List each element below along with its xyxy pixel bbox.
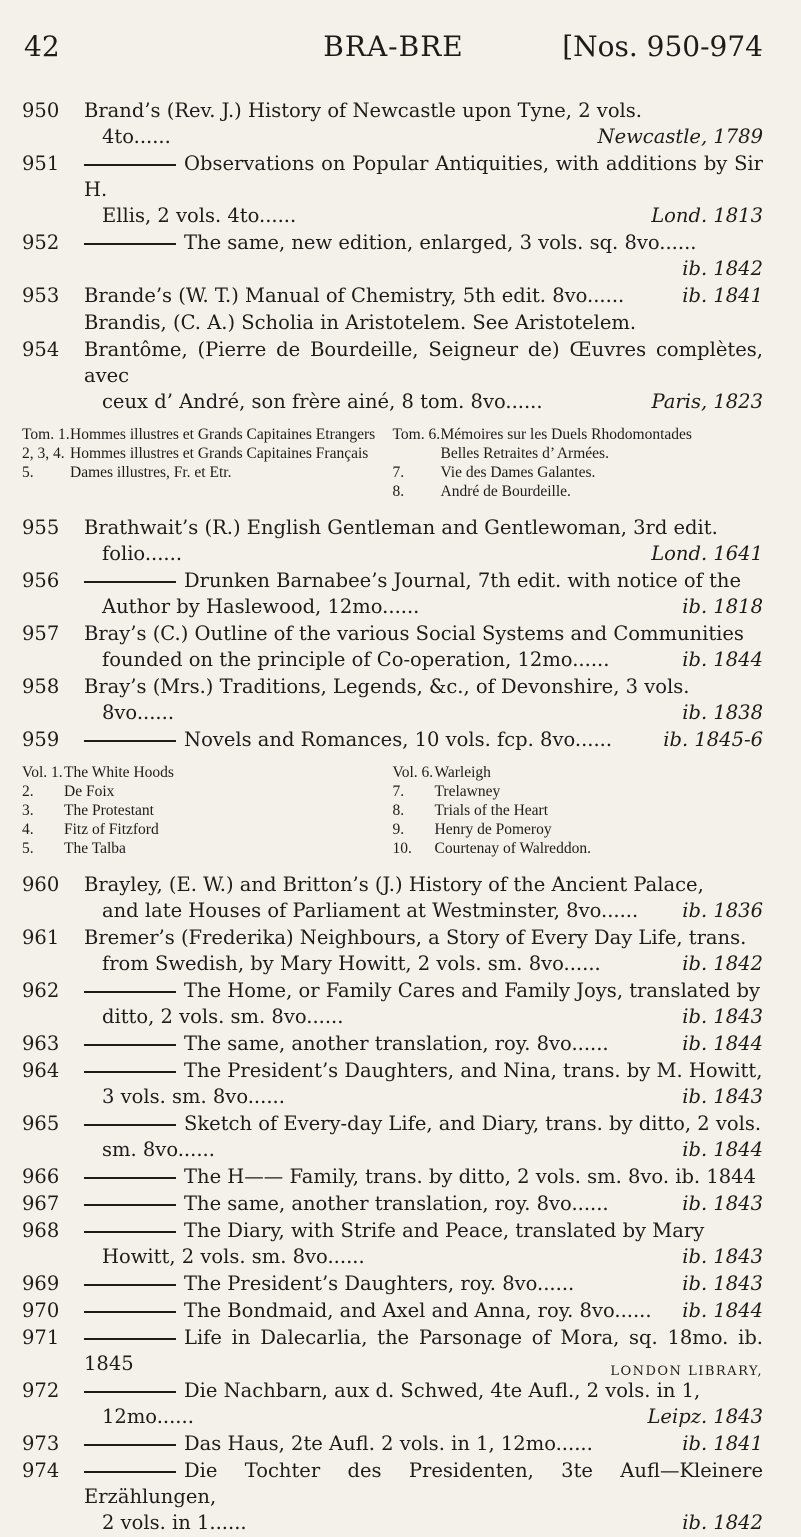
entry-line-text: Brathwait’s (R.) English Gentleman and Gentlewoman, 3rd edit. [84, 516, 718, 539]
contents-item [22, 425, 393, 444]
catalogue-entry [22, 1431, 763, 1457]
contents-item [22, 444, 393, 463]
entry-imprint: ib. 1844 [682, 648, 763, 671]
entry-text [84, 1058, 763, 1110]
entry-line-text: from Swedish, by Mary Howitt, 2 vols. sm. 8vo [102, 952, 564, 975]
catalogue-entry [22, 1298, 763, 1324]
leader-dots: ...... [259, 204, 297, 227]
entry-number: 955 [22, 516, 60, 539]
entry-imprint: ib. 1838 [682, 701, 763, 724]
entry-line-text: Drunken Barnabee’s Journal, 7th edit. with notice of the [184, 569, 742, 592]
entry-line-text: Bray’s (C.) Outline of the various Social Systems and Communities [84, 622, 744, 645]
entry-line-text: Sketch of Every-day Life, and Diary, trans. by ditto, 2 vols. [184, 1112, 762, 1135]
entries-group-c [22, 872, 763, 1536]
catalogue-entry [22, 151, 763, 229]
catalogue-entry [22, 1458, 763, 1536]
entry-line [84, 1137, 763, 1163]
item-title: Courtenay of Walreddon. [434, 840, 591, 857]
catalogue-entry [22, 1271, 763, 1297]
entry-number: 953 [22, 284, 60, 307]
entry-line-text: Die Nachbarn, aux d. Schwed, 4te Aufl., 2 vols. in 1, [184, 1379, 701, 1402]
ditto-rule [84, 1044, 176, 1046]
entry-number: 964 [22, 1059, 60, 1082]
entry-line-text: Novels and Romances, 10 vols. fcp. 8vo [184, 728, 575, 751]
entry-imprint: Paris, 1823 [651, 390, 763, 413]
entry-number: 968 [22, 1219, 60, 1242]
item-title: Trials of the Heart [434, 802, 549, 819]
contents-item [393, 482, 764, 501]
entry-line-text: Das Haus, 2te Aufl. 2 vols. in 1, 12mo [184, 1432, 556, 1455]
leader-dots: ...... [614, 1299, 652, 1322]
entry-number: 956 [22, 569, 60, 592]
catalogue-entry [22, 978, 763, 1030]
item-title: Mémoires sur les Duels Rhodomontades [440, 426, 692, 443]
entry-line [84, 310, 763, 336]
entry-line [84, 1378, 763, 1404]
ditto-rule [84, 164, 176, 166]
entry-number: 972 [22, 1379, 60, 1402]
entry-line [84, 515, 763, 541]
item-label: 9. [392, 821, 405, 838]
contents-item [393, 820, 764, 839]
entry-text [84, 1378, 763, 1430]
entry-number: 962 [22, 979, 60, 1002]
entry-line [84, 700, 763, 726]
catalogue-entry [22, 621, 763, 673]
entry-line [84, 389, 763, 415]
entry-number: 965 [22, 1112, 60, 1135]
item-title: The White Hoods [64, 764, 174, 781]
item-label: Vol. 1. [22, 764, 63, 781]
entry-imprint: ib. 1844 [682, 1138, 763, 1161]
item-label: Tom. 6. [392, 426, 441, 443]
entry-line-text: 4to [102, 125, 134, 148]
entry-line-text: Bray’s (Mrs.) Traditions, Legends, &c., of Devonshire, 3 vols. [84, 675, 690, 698]
entry-line-text: 12mo [102, 1405, 157, 1428]
contents-item [393, 801, 764, 820]
catalogue-entry [22, 727, 763, 753]
leader-dots: ...... [177, 1138, 215, 1161]
item-label: 3. [22, 802, 34, 819]
entry-line-text: The Diary, with Strife and Peace, translated by Mary [184, 1219, 705, 1242]
entry-line [84, 124, 763, 150]
entry-text [84, 727, 763, 753]
leader-dots: ...... [156, 1405, 194, 1428]
entry-line-text: and late Houses of Parliament at Westminster, 8vo [102, 899, 601, 922]
entry-line-text: The Home, or Family Cares and Family Joys, translated by [184, 979, 760, 1002]
volume-list-left [22, 763, 393, 858]
item-label: 8. [392, 802, 405, 819]
entry-text [84, 283, 763, 309]
leader-dots: ...... [144, 542, 183, 565]
leader-dots: ...... [327, 1245, 365, 1268]
entry-imprint: ib. 1842 [682, 1511, 763, 1534]
entry-text [84, 1458, 763, 1536]
catalogue-entry [22, 674, 763, 726]
entry-imprint: ib. 1844 [682, 1032, 763, 1055]
contents-item [393, 839, 764, 858]
entry-number: 961 [22, 926, 60, 949]
entry-line-text: 8vo [102, 701, 137, 724]
item-label: 7. [392, 464, 405, 481]
entry-line [84, 1298, 763, 1324]
entry-number: 973 [22, 1432, 60, 1455]
item-title: Dames illustres, Fr. et Etr. [70, 464, 232, 481]
entry-line-text: The President’s Daughters, and Nina, trans. by M. Howitt, [184, 1059, 763, 1082]
page-number: 42 [24, 30, 60, 63]
catalogue-entry [22, 1111, 763, 1163]
entry-line-text: The Bondmaid, and Axel and Anna, roy. 8vo [184, 1299, 615, 1322]
running-title: BRA-BRE [323, 30, 464, 63]
entry-line [84, 1004, 763, 1030]
leader-dots: ...... [574, 728, 613, 751]
item-title: Vie des Dames Galantes. [440, 464, 596, 481]
entry-line [84, 898, 763, 924]
catalogue-entry [22, 515, 763, 567]
ditto-rule [84, 1204, 176, 1206]
entry-line-text: Ellis, 2 vols. 4to [102, 204, 259, 227]
catalogue-entry [22, 1164, 763, 1190]
catalogue-entry [22, 310, 763, 336]
entry-line [84, 230, 763, 280]
leader-dots: ...... [133, 125, 171, 148]
contents-item [393, 444, 764, 463]
entry-number: 966 [22, 1165, 60, 1188]
entry-number: 950 [22, 99, 60, 122]
entry-imprint: ib. 1836 [682, 899, 763, 922]
leader-dots: ...... [209, 1511, 247, 1534]
entry-text [84, 1164, 763, 1190]
entry-imprint: ib. 1844 [682, 1299, 763, 1322]
catalogue-entry [22, 1378, 763, 1430]
tome-contents [22, 425, 763, 501]
leader-dots: ...... [587, 284, 625, 307]
entry-text [84, 1271, 763, 1297]
ditto-rule [84, 581, 176, 583]
entry-line [84, 1404, 763, 1430]
item-label: 2. [22, 783, 34, 800]
item-title: Warleigh [434, 764, 491, 781]
entry-line [84, 1111, 763, 1137]
entry-imprint: ib. 1843 [682, 1085, 763, 1108]
entry-line [84, 1271, 763, 1297]
item-title: Hommes illustres et Grands Capitaines Etrangers [70, 426, 376, 443]
ditto-rule [84, 1071, 176, 1073]
entry-text [84, 1431, 763, 1457]
entry-line [84, 621, 763, 647]
entry-line-text: The same, new edition, enlarged, 3 vols. sq. 8vo [184, 231, 660, 254]
contents-item [393, 782, 764, 801]
catalogue-entry [22, 925, 763, 977]
entry-number: 958 [22, 675, 60, 698]
entry-imprint: ib. 1843 [682, 1272, 763, 1295]
entry-line [84, 1458, 763, 1510]
entry-line-text: Observations on Popular Antiquities, with additions by Sir H. [84, 152, 763, 201]
entry-number: 963 [22, 1032, 60, 1055]
entry-imprint: ib. 1843 [682, 1192, 763, 1215]
item-title: The Talba [64, 840, 126, 857]
entry-line-text: The same, another translation, roy. 8vo [184, 1032, 572, 1055]
item-title: Henry de Pomeroy [434, 821, 552, 838]
entry-imprint: ib. 1842 [682, 257, 763, 280]
page-header [24, 30, 763, 64]
entry-line [84, 568, 763, 594]
leader-dots: ...... [537, 1272, 575, 1295]
item-label: 8. [392, 483, 405, 500]
entry-text [84, 568, 763, 620]
entry-text [84, 1031, 763, 1057]
entry-text [84, 151, 763, 229]
entry-line-text: sm. 8vo [102, 1138, 178, 1161]
ditto-rule [84, 1311, 176, 1313]
ditto-rule [84, 1124, 176, 1126]
contents-item [393, 463, 764, 482]
entry-line [84, 594, 763, 620]
item-label: 5. [22, 464, 34, 481]
entry-line-text: founded on the principle of Co-operation, 12mo [102, 648, 573, 671]
entry-line [84, 1084, 763, 1110]
entry-line-text: Brayley, (E. W.) and Britton’s (J.) History of the Ancient Palace, [84, 873, 704, 896]
contents-item [393, 425, 764, 444]
item-title: Fitz of Fitzford [64, 821, 159, 838]
entry-line [84, 1510, 763, 1536]
entry-text [84, 978, 763, 1030]
entry-imprint: Newcastle, 1789 [597, 125, 763, 148]
ditto-rule [84, 1231, 176, 1233]
entry-line [84, 978, 763, 1004]
entry-line [84, 151, 763, 203]
entry-number: 974 [22, 1459, 60, 1482]
item-label: Tom. 1. [22, 426, 70, 443]
contents-item [22, 763, 393, 782]
entry-line [84, 541, 763, 567]
entry-line-text: Brande’s (W. T.) Manual of Chemistry, 5th edit. 8vo [84, 284, 588, 307]
entry-line [84, 1218, 763, 1244]
entry-number: 952 [22, 231, 60, 254]
entry-text [84, 674, 763, 726]
ditto-rule [84, 1444, 176, 1446]
leader-dots: ...... [572, 648, 610, 671]
entry-imprint: Lond. 1641 [651, 542, 763, 565]
entry-number: 971 [22, 1326, 60, 1349]
leader-dots: ...... [247, 1085, 285, 1108]
leader-dots: ...... [571, 1192, 609, 1215]
ditto-rule [84, 1391, 176, 1393]
entry-line-text: Author by Haslewood, 12mo [102, 595, 383, 618]
entry-line-text: The President’s Daughters, roy. 8vo [184, 1272, 538, 1295]
entry-line-text: Howitt, 2 vols. sm. 8vo [102, 1245, 328, 1268]
entry-line-text: 2 vols. in 1 [102, 1511, 210, 1534]
item-label: 4. [22, 821, 34, 838]
entry-number: 967 [22, 1192, 60, 1215]
entry-line-text: The H—— Family, trans. by ditto, 2 vols. sm. 8vo. ib. 1844 [184, 1165, 756, 1188]
ditto-rule [84, 740, 176, 742]
entry-line-text: Brantôme, (Pierre de Bourdeille, Seigneur de) Œuvres complètes, avec [84, 338, 763, 387]
item-label: 10. [392, 840, 412, 857]
entry-number: 957 [22, 622, 60, 645]
entry-text [84, 621, 763, 673]
item-label: 5. [22, 840, 34, 857]
ditto-rule [84, 1284, 176, 1286]
library-stamp: LONDON LIBRARY, [610, 1364, 763, 1379]
entry-line [84, 1244, 763, 1270]
entry-line [84, 925, 763, 951]
ditto-rule [84, 1471, 176, 1473]
entry-line [84, 203, 763, 229]
tome-list-right [393, 425, 764, 501]
item-label: Vol. 6. [392, 764, 434, 781]
entries-group-b [22, 515, 763, 753]
volume-contents [22, 763, 763, 858]
ditto-rule [84, 1177, 176, 1179]
entry-text [84, 98, 763, 150]
entry-text [84, 1191, 763, 1217]
entry-line-text: ditto, 2 vols. sm. 8vo [102, 1005, 307, 1028]
item-label [393, 444, 441, 463]
entry-line-text: 3 vols. sm. 8vo [102, 1085, 248, 1108]
entry-line [84, 951, 763, 977]
item-title: Trelawney [434, 783, 501, 800]
entry-line-text: Die Tochter des Presidenten, 3te Aufl—Kleinere Erzählungen, [84, 1459, 763, 1508]
number-range: [Nos. 950-974 [562, 30, 763, 63]
ditto-rule [84, 243, 176, 245]
ditto-rule [84, 991, 176, 993]
contents-item [22, 820, 393, 839]
leader-dots: ...... [382, 595, 420, 618]
leader-dots: ...... [306, 1005, 344, 1028]
item-label: 2, 3, 4. [22, 445, 65, 462]
entry-number: 959 [22, 728, 60, 751]
leader-dots: ...... [571, 1032, 609, 1055]
leader-dots: ...... [555, 1432, 593, 1455]
entry-line-text: Brand’s (Rev. J.) History of Newcastle upon Tyne, 2 vols. [84, 99, 642, 122]
entry-imprint: ib. 1841 [682, 284, 763, 307]
entry-text [84, 337, 763, 415]
entry-line-text: ceux d’ André, son frère ainé, 8 tom. 8vo [102, 390, 506, 413]
tome-list-left [22, 425, 393, 501]
entry-text [84, 925, 763, 977]
entry-text [84, 1298, 763, 1324]
leader-dots: ...... [136, 701, 175, 724]
item-title: The Protestant [64, 802, 154, 819]
entry-imprint: Lond. 1813 [651, 204, 763, 227]
catalogue-entry [22, 337, 763, 415]
entry-text [84, 230, 763, 282]
leader-dots: ...... [563, 952, 601, 975]
entry-line [84, 1431, 763, 1457]
entry-line [84, 1031, 763, 1057]
entry-line [84, 1164, 763, 1190]
entry-imprint: Leipz. 1843 [647, 1405, 763, 1428]
catalogue-entry [22, 1191, 763, 1217]
contents-item [22, 839, 393, 858]
entry-number: 969 [22, 1272, 60, 1295]
contents-item [22, 801, 393, 820]
entry-number: 970 [22, 1299, 60, 1322]
catalogue-entry [22, 98, 763, 150]
entry-line-text: The same, another translation, roy. 8vo [184, 1192, 572, 1215]
item-title: Hommes illustres et Grands Capitaines Français [70, 445, 369, 462]
ditto-rule [84, 1338, 176, 1340]
entry-line [84, 337, 763, 389]
leader-dots: ...... [659, 231, 697, 254]
item-title: De Foix [64, 783, 115, 800]
entry-text [84, 515, 763, 567]
entry-number: 951 [22, 152, 60, 175]
entry-imprint: ib. 1842 [682, 952, 763, 975]
entry-text [84, 872, 763, 924]
entry-text [84, 310, 763, 336]
entry-line-text: folio [102, 542, 145, 565]
item-title: André de Bourdeille. [440, 483, 571, 500]
entry-text [84, 1218, 763, 1270]
item-title: Belles Retraites d’ Armées. [440, 445, 609, 462]
entry-list [22, 98, 763, 1537]
contents-item [22, 463, 393, 482]
entry-line [84, 872, 763, 898]
entry-imprint: ib. 1845-6 [663, 728, 763, 751]
entry-line [84, 1058, 763, 1084]
catalogue-entry [22, 230, 763, 282]
contents-item [22, 782, 393, 801]
entry-line [84, 674, 763, 700]
entry-number: 954 [22, 338, 60, 361]
entry-imprint: ib. 1818 [682, 595, 763, 618]
entry-text [84, 1111, 763, 1163]
entry-imprint: ib. 1841 [682, 1432, 763, 1455]
volume-list-right [393, 763, 764, 858]
entry-line [84, 647, 763, 673]
entry-line-text: Brandis, (C. A.) Scholia in Aristotelem. See Aristotelem. [84, 311, 637, 334]
entry-line-text: Life in Dalecarlia, the Parsonage of Mora, sq. 18mo. ib. 1845 [84, 1326, 763, 1375]
entry-line [84, 1191, 763, 1217]
entry-imprint: ib. 1843 [682, 1005, 763, 1028]
entry-imprint: ib. 1843 [682, 1245, 763, 1268]
catalogue-entry [22, 872, 763, 924]
contents-item [393, 763, 764, 782]
leader-dots: ...... [505, 390, 543, 413]
catalogue-entry [22, 568, 763, 620]
entry-line [84, 98, 763, 124]
entries-group-a [22, 98, 763, 415]
catalogue-entry [22, 283, 763, 309]
entry-number: 960 [22, 873, 60, 896]
entry-line [84, 283, 763, 309]
leader-dots: ...... [601, 899, 639, 922]
catalogue-entry [22, 1058, 763, 1110]
catalogue-entry [22, 1218, 763, 1270]
item-label: 7. [392, 783, 405, 800]
catalogue-entry [22, 1031, 763, 1057]
entry-line-text: Bremer’s (Frederika) Neighbours, a Story of Every Day Life, trans. [84, 926, 747, 949]
entry-line [84, 727, 763, 753]
